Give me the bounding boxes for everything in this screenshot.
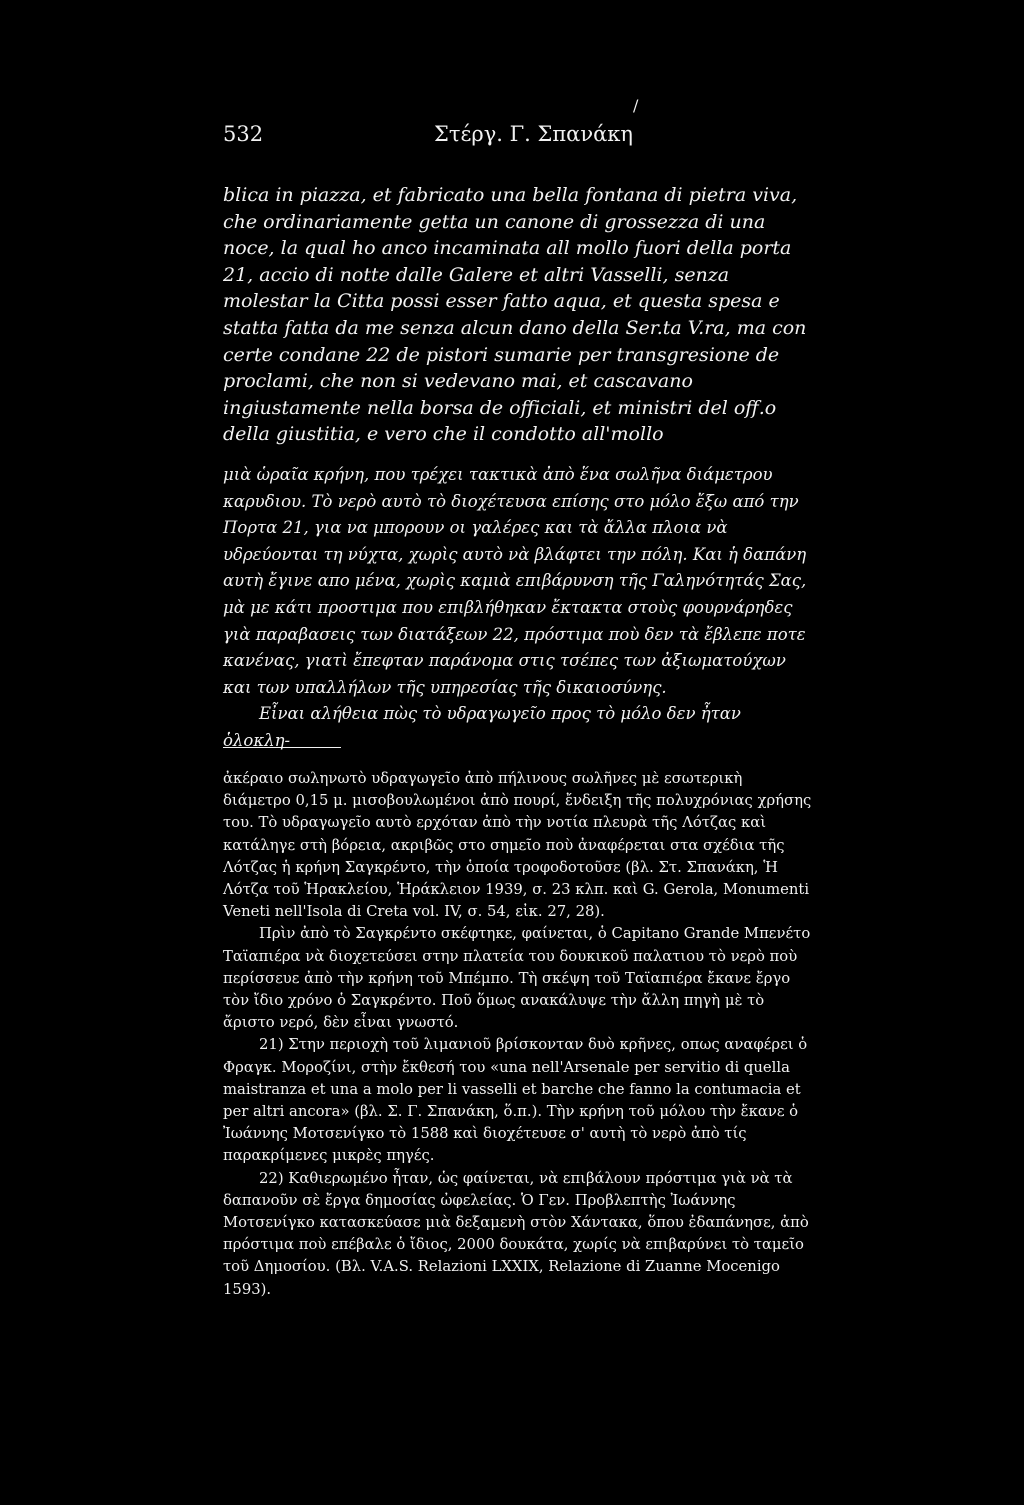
greek-translation-text: μιὰ ὡραῖα κρήνη, που τρέχει τακτικὰ ἀπὸ ἕνα σωλῆνα διάμετρου καρυδιου. Τὸ νερὸ αυτὸ τὸ διοχέτευσα επίσης στο μόλο ἔξω από την Πορτα 21, για να μπορουν οι γαλέρες και τὰ ἄλλα πλοια νὰ υδρεύονται τη νύχτα, χωρὶς αυτὸ νὰ βλάφτει την πόλη. Και ἡ δαπάνη αυτὴ ἔγινε απο μένα, χωρὶς καμιὰ επιβάρυνση τῆς Γαληνότητάς Σας, μὰ με κάτι προστιμα που επιβλήθηκαν ἔκτακτα στοὺς φουρνάρηδες γιὰ παραβασεις των διατάξεων 22, πρόστιμα ποὺ δεν τὰ ἔβλεπε ποτε κανένας, γιατὶ ἔπεφταν παράνομα στις τσέπες των ἀξιωματούχων και των υπαλλήλων τῆς υπηρεσίας τῆς δικαιοσύνης. — [223, 465, 807, 697]
footnote-21: 21) Στην περιοχὴ τοῦ λιμανιοῦ βρίσκονταν δυὸ κρῆνες, οπως αναφέρει ὁ Φραγκ. Μοροζίνι, στὴν ἔκθεσή του «una nell'Arsenale per servitio di quella maistranza et una a molo per li vasselli et barche che fanno la contumacia et per altri ancora» (βλ. Σ. Γ. Σπανάκη, ὅ.π.). Τὴν κρήνη τοῦ μόλου τὴν ἔκανε ὁ Ἰωάννης Μοτσενίγκο τὸ 1588 καὶ διοχέτευσε σ' αυτὴ τὸ νερὸ ἀπὸ τίς παρακρίμενες μικρὲς πηγές. — [223, 1036, 808, 1165]
footnote-paragraph: Πρὶν ἀπὸ τὸ Σαγκρέντο σκέφτηκε, φαίνεται, ὁ Capitano Grande Μπενέτο Ταϊαπιέρα νὰ διοχετεύσει στην πλατεία του δουκικοῦ παλατιου τὸ νερὸ ποὺ περίσσευε ἀπὸ τὴν κρήνη τοῦ Μπέμπο. Τὴ σκέψη τοῦ Ταϊαπιέρα ἔκανε ἔργο τὸν ἴδιο χρόνο ὁ Σαγκρέντο. Ποῦ ὅμως ανακάλυψε τὴν ἄλλη πηγὴ μὲ τὸ ἄριστο νερό, δὲν εἶναι γνωστό. — [223, 925, 811, 1032]
footnote-22: 22) Καθιερωμένο ἦταν, ὡς φαίνεται, νὰ επιβάλουν πρόστιμα γιὰ νὰ τὰ δαπανοῦν σὲ ἔργα δημοσίας ὠφελείας. Ὁ Γεν. Προβλεπτὴς Ἰωάννης Μοτσενίγκο κατασκεύασε μιὰ δεξαμενὴ στὸν Χάντακα, ὅπου ἐδαπάνησε, ἀπὸ πρόστιμα ποὺ επέβαλε ὁ ἴδιος, 2000 δουκάτα, χωρίς νὰ επιβαρύνει τὸ ταμεῖο τοῦ Δημοσίου. (Βλ. V.A.S. Relazioni LXXIX, Relazione di Zuanne Mocenigo 1593). — [223, 1169, 809, 1298]
footnote-continuation: ἀκέραιο σωληνωτὸ υδραγωγεῖο ἀπὸ πήλινους σωλῆνες μὲ εσωτερικὴ διάμετρο 0,15 μ. μισοβουλωμένοι ἀπὸ πουρί, ἔνδειξη τῆς πολυχρόνιας χρήσης του. Τὸ υδραγωγεῖο αυτὸ ερχόταν ἀπὸ τὴν νοτία πλευρὰ τῆς Λότζας καὶ κατάληγε στὴ βόρεια, ακριβῶς στο σημεῖο ποὺ ἀναφέρεται στα σχέδια τῆς Λότζας ἡ κρήνη Σαγκρέντο, τὴν ὁποία τροφοδοτοῦσε (βλ. Στ. Σπανάκη, Ἡ Λότζα τοῦ Ἡρακλείου, Ἡράκλειον 1939, σ. 23 κλπ. καὶ G. Gerola, Monumenti Veneti nell'Isola di Creta vol. IV, σ. 54, εἰκ. 27, 28). — [223, 770, 812, 921]
footnote-rule — [223, 747, 341, 748]
italian-quote-text: blica in piazza, et fabricato una bella fontana di pietra viva, che ordinariamente getta un canone di grossezza di una noce, la qual ho anco incaminata all mollo fuori della porta 21, accio di notte dalle Galere et altri Vasselli, senza molestar la Citta possi esser fatto aqua, et questa spesa e statta fatta da me senza alcun dano della Ser.ta V.ra, ma con certe condane 22 de pistori sumarie per transgresione de proclami, che non si vedevano mai, et cascavano ingiustamente nella borsa de officiali, et ministri del off.o della giustitia, e vero che il condotto all'mollo — [223, 184, 807, 446]
page-header — [223, 96, 823, 146]
running-title: Στέργ. Γ. Σπανάκη — [434, 122, 633, 146]
greek-continuation-text: Εἶναι αλήθεια πὼς τὸ υδραγωγεῖο προς τὸ μόλο δεν ἦταν ὁλοκλη- — [223, 704, 741, 750]
footnotes — [223, 768, 813, 1301]
header-mark: / — [633, 96, 639, 115]
greek-translation — [223, 462, 813, 755]
italian-quote — [223, 182, 813, 448]
page-number: 532 — [223, 122, 264, 146]
